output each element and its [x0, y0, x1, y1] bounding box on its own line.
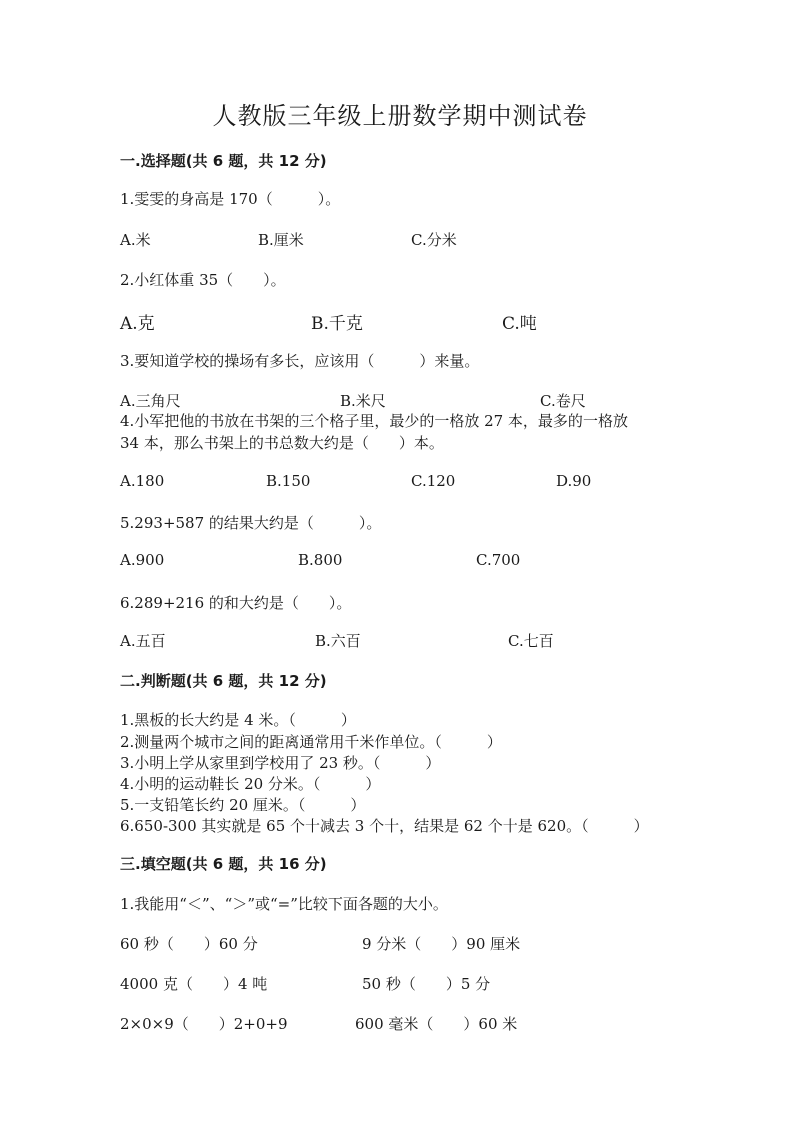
section-heading-fill-in: 三.填空题(共 6 题，共 16 分) [120, 855, 327, 873]
question-2-option-c: C.吨 [502, 314, 537, 334]
section-heading-judgement: 二.判断题(共 6 题，共 12 分) [120, 672, 327, 690]
judgement-item-1: 1.黑板的长大约是 4 米。（ ） [120, 711, 356, 729]
question-2-option-b: B.千克 [311, 314, 363, 334]
judgement-item-2: 2.测量两个城市之间的距离通常用千米作单位。（ ） [120, 733, 502, 751]
judgement-item-4: 4.小明的运动鞋长 20 分米。（ ） [120, 775, 381, 793]
question-5-option-b: B.800 [298, 551, 343, 569]
question-3: 3.要知道学校的操场有多长，应该用（ ）来量。 [120, 352, 480, 370]
fill-in-intro: 1.我能用“＜”、“＞”或“=”比较下面各题的大小。 [120, 895, 448, 913]
question-4-line-1: 4.小军把他的书放在书架的三个格子里，最少的一格放 27 本，最多的一格放 [120, 412, 628, 430]
page-title: 人教版三年级上册数学期中测试卷 [212, 102, 588, 130]
question-2-option-a: A.克 [120, 314, 155, 334]
question-2: 2.小红体重 35（ ）。 [120, 271, 286, 289]
question-1-option-c: C.分米 [411, 231, 457, 249]
fill-in-row-1-left: 60 秒（ ）60 分 [120, 935, 258, 953]
question-3-option-a: A.三角尺 [120, 392, 181, 410]
question-3-option-c: C.卷尺 [540, 392, 586, 410]
fill-in-row-3-right: 600 毫米（ ）60 米 [355, 1015, 518, 1033]
question-6-option-a: A.五百 [120, 632, 166, 650]
section-heading-choice: 一.选择题(共 6 题，共 12 分) [120, 152, 327, 170]
fill-in-row-2-left: 4000 克（ ）4 吨 [120, 975, 268, 993]
question-5-option-a: A.900 [120, 551, 165, 569]
fill-in-row-2-right: 50 秒（ ）5 分 [362, 975, 491, 993]
question-6: 6.289+216 的和大约是（ ）。 [120, 594, 352, 612]
question-5-option-c: C.700 [476, 551, 521, 569]
question-4-line-2: 34 本，那么书架上的书总数大约是（ ）本。 [120, 434, 444, 452]
fill-in-row-1-right: 9 分米（ ）90 厘米 [362, 935, 521, 953]
question-4-option-d: D.90 [556, 472, 592, 490]
judgement-item-5: 5.一支铅笔长约 20 厘米。（ ） [120, 796, 366, 814]
question-4-option-b: B.150 [266, 472, 311, 490]
question-4-option-c: C.120 [411, 472, 456, 490]
question-6-option-c: C.七百 [508, 632, 554, 650]
question-6-option-b: B.六百 [315, 632, 361, 650]
question-1: 1.雯雯的身高是 170（ ）。 [120, 190, 341, 208]
question-4-option-a: A.180 [120, 472, 165, 490]
question-5: 5.293+587 的结果大约是（ ）。 [120, 514, 382, 532]
question-1-option-a: A.米 [120, 231, 151, 249]
fill-in-row-3-left: 2×0×9（ ）2+0+9 [120, 1015, 288, 1033]
question-3-option-b: B.米尺 [340, 392, 386, 410]
judgement-item-3: 3.小明上学从家里到学校用了 23 秒。（ ） [120, 754, 441, 772]
question-1-option-b: B.厘米 [258, 231, 304, 249]
judgement-item-6: 6.650-300 其实就是 65 个十减去 3 个十，结果是 62 个十是 620。（ ） [120, 817, 649, 835]
